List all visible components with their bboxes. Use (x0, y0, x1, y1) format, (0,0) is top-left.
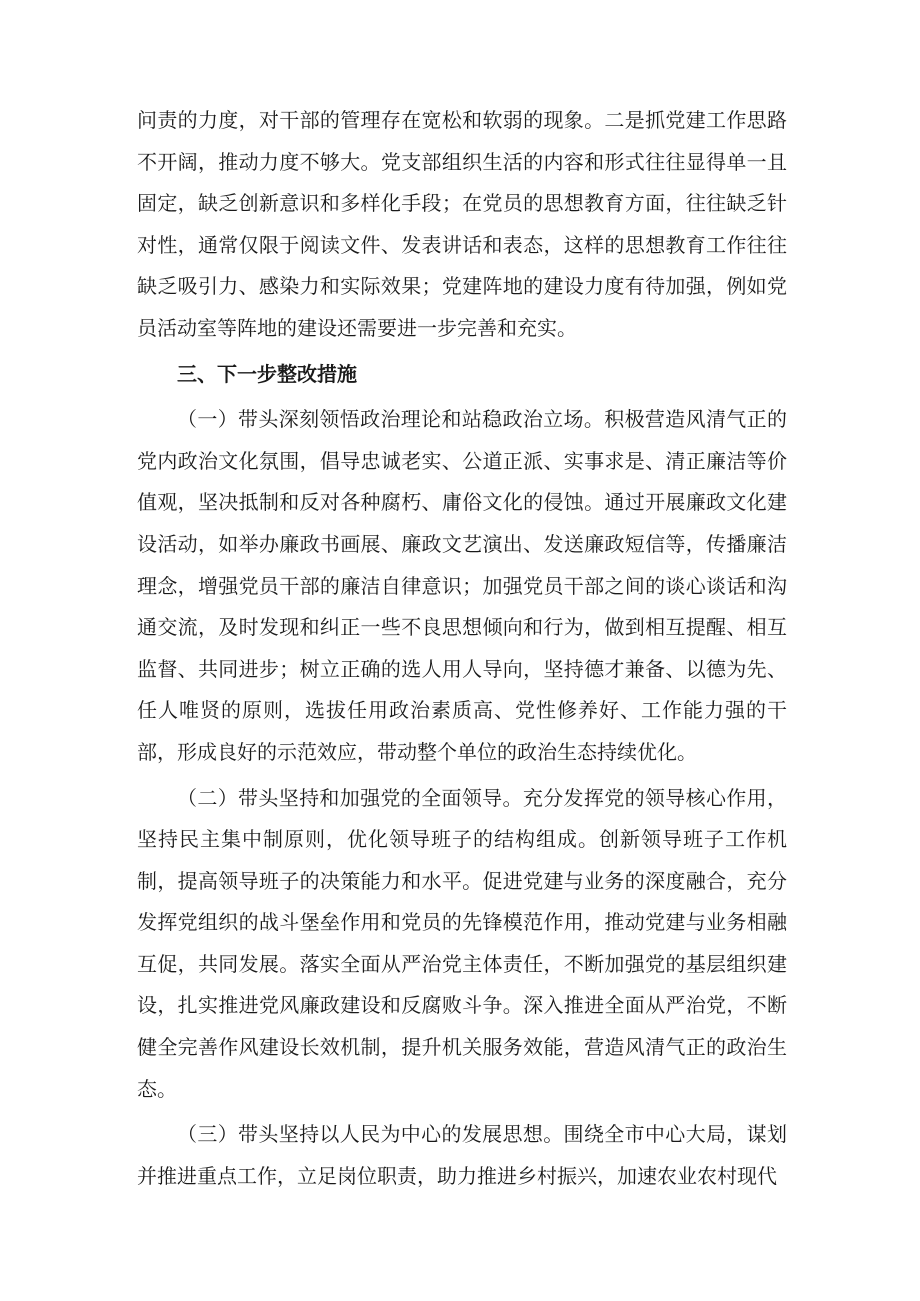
paragraph-2: （二）带头坚持和加强党的全面领导。充分发挥党的领导核心作用，坚持民主集中制原则，优化领导班子的结构组成。创新领导班子工作机制，提高领导班子的决策能力和水平。促进党建与业务的深度融合，充分发挥党组织的战斗堡垒作用和党员的先锋模范作用，推动党建与业务相融互促，共同发展。落实全面从严治党主体责任，不断加强党的基层组织建设，扎实推进党风廉政建设和反腐败斗争。深入推进全面从严治党，不断健全完善作风建设长效机制，提升机关服务效能，营造风清气正的政治生态。 (137, 785, 787, 1101)
section-heading: 三、下一步整改措施 (177, 361, 357, 386)
paragraph-1: （一）带头深刻领悟政治理论和站稳政治立场。积极营造风清气正的党内政治文化氛围，倡导忠诚老实、公道正派、实事求是、清正廉洁等价值观，坚决抵制和反对各种腐朽、庸俗文化的侵蚀。通过开展廉政文化建设活动，如举办廉政书画展、廉政文艺演出、发送廉政短信等，传播廉洁理念，增强党员干部的廉洁自律意识；加强党员干部之间的谈心谈话和沟通交流，及时发现和纠正一些不良思想倾向和行为，做到相互提醒、相互监督、共同进步；树立正确的选人用人导向，坚持德才兼备、以德为先、任人唯贤的原则，选拔任用政治素质高、党性修养好、工作能力强的干部，形成良好的示范效应，带动整个单位的政治生态持续优化。 (137, 407, 787, 764)
continued-paragraph: 问责的力度，对干部的管理存在宽松和软弱的现象。二是抓党建工作思路不开阔，推动力度不够大。党支部组织生活的内容和形式往往显得单一且固定，缺乏创新意识和多样化手段；在党员的思想教育方面，往往缺乏针对性，通常仅限于阅读文件、发表讲话和表态，这样的思想教育工作往往缺乏吸引力、感染力和实际效果；党建阵地的建设力度有待加强，例如党员活动室等阵地的建设还需要进一步完善和充实。 (137, 108, 787, 340)
document-body (137, 100, 787, 1197)
paragraph-3: （三）带头坚持以人民为中心的发展思想。围绕全市中心大局，谋划并推进重点工作，立足岗位职责，助力推进乡村振兴，加速农业农村现代 (137, 1122, 787, 1188)
